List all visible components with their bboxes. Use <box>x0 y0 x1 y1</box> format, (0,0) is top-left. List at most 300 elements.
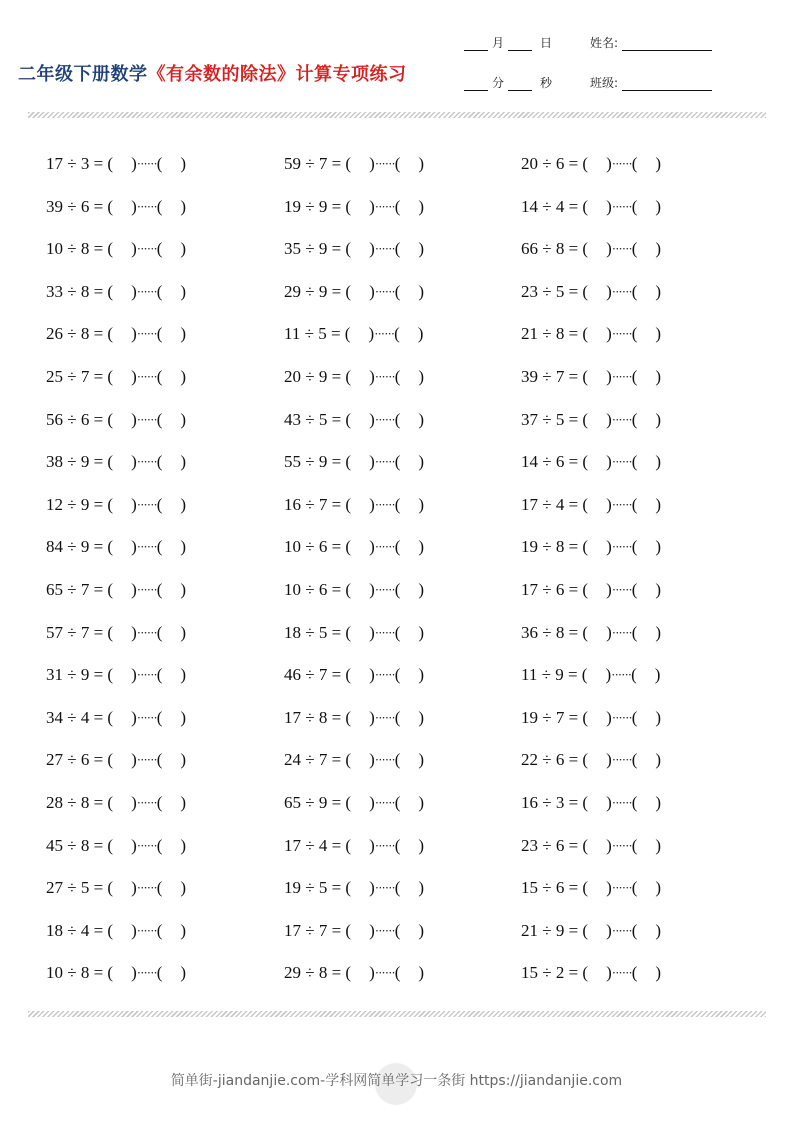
quotient-close-paren: ) <box>606 750 612 770</box>
division-problem <box>284 186 424 228</box>
remainder-open-paren: ( <box>631 324 638 344</box>
remainder-close-paren: ) <box>418 580 425 599</box>
remainder-close-paren: ) <box>418 665 425 685</box>
remainder-close-paren: ) <box>418 367 425 386</box>
division-problem <box>521 143 661 185</box>
remainder-close-paren: ) <box>418 920 425 940</box>
quotient-close-paren: ) <box>131 154 137 173</box>
problem-expression: 16 ÷ 7 = <box>284 494 342 514</box>
problem-expression: 10 ÷ 6 = <box>284 537 342 557</box>
remainder-open-paren: ( <box>156 494 163 514</box>
footer-text: 简单街-jiandanjie.com-学科网简单学习一条街 https://jiandanjie.com <box>170 1073 623 1089</box>
quotient-open-paren: ( <box>582 324 589 344</box>
division-problem <box>46 612 186 654</box>
remainder-open-paren: ( <box>156 452 163 472</box>
quotient-close-paren: ) <box>606 154 612 173</box>
remainder-dots: ······ <box>611 496 632 512</box>
quotient-close-paren: ) <box>131 452 137 472</box>
remainder-open-paren: ( <box>394 367 401 386</box>
minute-label: 分 <box>492 76 505 90</box>
top-divider <box>28 112 766 118</box>
division-problem <box>284 526 424 568</box>
remainder-close-paren: ) <box>180 239 187 259</box>
division-problem <box>46 228 186 270</box>
remainder-open-paren: ( <box>394 793 401 812</box>
problem-expression: 23 ÷ 6 = <box>521 835 579 855</box>
remainder-dots: ······ <box>611 241 632 257</box>
remainder-open-paren: ( <box>394 622 401 642</box>
quotient-open-paren: ( <box>107 281 114 301</box>
quotient-close-paren: ) <box>606 622 612 642</box>
division-problem <box>46 271 186 313</box>
second-blank[interactable] <box>508 78 532 91</box>
remainder-open-paren: ( <box>156 580 163 599</box>
remainder-dots: ······ <box>374 965 395 981</box>
quotient-open-paren: ( <box>582 281 589 301</box>
remainder-dots: ······ <box>136 922 157 938</box>
quotient-open-paren: ( <box>582 537 589 557</box>
problem-row <box>0 612 793 655</box>
remainder-open-paren: ( <box>156 963 163 983</box>
remainder-open-paren: ( <box>394 196 401 216</box>
remainder-close-paren: ) <box>180 367 187 386</box>
remainder-close-paren: ) <box>655 367 662 386</box>
remainder-close-paren: ) <box>418 963 425 983</box>
remainder-dots: ······ <box>611 752 632 768</box>
remainder-close-paren: ) <box>418 835 425 855</box>
division-problem <box>46 399 186 441</box>
division-problem <box>46 697 186 739</box>
remainder-open-paren: ( <box>394 707 401 727</box>
remainder-open-paren: ( <box>394 494 401 514</box>
quotient-open-paren: ( <box>345 750 352 770</box>
month-label: 月 <box>492 36 505 50</box>
problem-expression: 18 ÷ 4 = <box>46 920 104 940</box>
division-problem <box>46 143 186 185</box>
remainder-close-paren: ) <box>655 793 662 812</box>
quotient-close-paren: ) <box>369 963 375 983</box>
remainder-dots: ······ <box>611 667 632 683</box>
remainder-dots: ······ <box>136 283 157 299</box>
division-problem <box>46 441 186 483</box>
quotient-open-paren: ( <box>582 707 589 727</box>
remainder-open-paren: ( <box>394 324 400 344</box>
minute-blank[interactable] <box>464 78 488 91</box>
division-problem <box>521 484 661 526</box>
remainder-close-paren: ) <box>180 963 187 983</box>
division-problem <box>521 271 661 313</box>
quotient-close-paren: ) <box>606 835 612 855</box>
problem-expression: 11 ÷ 9 = <box>521 665 578 685</box>
division-problem <box>46 313 186 355</box>
remainder-close-paren: ) <box>418 494 425 514</box>
remainder-close-paren: ) <box>655 622 662 642</box>
problem-expression: 21 ÷ 8 = <box>521 324 579 344</box>
remainder-dots: ······ <box>136 624 157 640</box>
problem-expression: 29 ÷ 9 = <box>284 281 342 301</box>
remainder-close-paren: ) <box>655 707 662 727</box>
quotient-open-paren: ( <box>581 665 588 685</box>
division-problem <box>521 186 661 228</box>
remainder-open-paren: ( <box>156 920 163 940</box>
quotient-close-paren: ) <box>606 707 612 727</box>
remainder-close-paren: ) <box>180 324 187 344</box>
quotient-open-paren: ( <box>582 452 589 472</box>
division-problem <box>521 654 660 696</box>
quotient-open-paren: ( <box>582 793 589 812</box>
remainder-close-paren: ) <box>655 409 662 429</box>
quotient-close-paren: ) <box>369 154 375 173</box>
remainder-dots: ······ <box>374 582 395 597</box>
remainder-dots: ······ <box>374 156 395 171</box>
division-problem <box>46 484 186 526</box>
quotient-close-paren: ) <box>606 537 612 557</box>
quotient-close-paren: ) <box>606 196 612 216</box>
quotient-open-paren: ( <box>107 154 114 173</box>
remainder-open-paren: ( <box>631 793 638 812</box>
problem-row <box>0 271 793 314</box>
quotient-close-paren: ) <box>606 324 612 344</box>
problem-expression: 20 ÷ 6 = <box>521 154 579 173</box>
remainder-dots: ······ <box>136 795 157 810</box>
problem-expression: 31 ÷ 9 = <box>46 665 104 685</box>
problem-row <box>0 825 793 868</box>
quotient-close-paren: ) <box>131 409 137 429</box>
problem-expression: 22 ÷ 6 = <box>521 750 579 770</box>
quotient-open-paren: ( <box>345 622 352 642</box>
remainder-open-paren: ( <box>631 367 638 386</box>
quotient-open-paren: ( <box>107 239 114 259</box>
remainder-close-paren: ) <box>180 154 187 173</box>
quotient-open-paren: ( <box>107 537 114 557</box>
remainder-dots: ······ <box>136 411 157 427</box>
quotient-open-paren: ( <box>345 239 352 259</box>
remainder-dots: ······ <box>374 369 395 384</box>
problem-row <box>0 910 793 953</box>
remainder-close-paren: ) <box>655 537 662 557</box>
remainder-close-paren: ) <box>180 665 187 685</box>
remainder-close-paren: ) <box>655 281 662 301</box>
quotient-open-paren: ( <box>582 580 589 599</box>
quotient-close-paren: ) <box>606 367 612 386</box>
remainder-open-paren: ( <box>631 878 638 898</box>
division-problem <box>284 910 424 952</box>
remainder-close-paren: ) <box>180 494 187 514</box>
quotient-close-paren: ) <box>131 281 137 301</box>
division-problem <box>521 356 661 398</box>
quotient-close-paren: ) <box>131 239 137 259</box>
remainder-open-paren: ( <box>631 494 638 514</box>
class-label: 班级: <box>590 76 619 90</box>
remainder-open-paren: ( <box>631 963 638 983</box>
division-problem <box>284 228 424 270</box>
quotient-open-paren: ( <box>582 920 589 940</box>
remainder-open-paren: ( <box>156 324 163 344</box>
problem-expression: 34 ÷ 4 = <box>46 707 104 727</box>
remainder-close-paren: ) <box>418 196 425 216</box>
remainder-close-paren: ) <box>655 452 662 472</box>
remainder-close-paren: ) <box>655 494 662 514</box>
division-problem <box>46 867 186 909</box>
quotient-close-paren: ) <box>131 920 137 940</box>
quotient-open-paren: ( <box>345 409 352 429</box>
remainder-close-paren: ) <box>655 196 662 216</box>
problem-expression: 27 ÷ 6 = <box>46 750 104 770</box>
quotient-open-paren: ( <box>107 707 114 727</box>
problem-row <box>0 569 793 612</box>
remainder-open-paren: ( <box>156 665 163 685</box>
quotient-close-paren: ) <box>606 494 612 514</box>
problem-expression: 19 ÷ 8 = <box>521 537 579 557</box>
quotient-open-paren: ( <box>582 963 589 983</box>
remainder-close-paren: ) <box>654 665 661 685</box>
remainder-open-paren: ( <box>631 409 638 429</box>
quotient-close-paren: ) <box>606 878 612 898</box>
remainder-close-paren: ) <box>655 239 662 259</box>
quotient-close-paren: ) <box>606 580 612 599</box>
class-blank[interactable] <box>622 78 712 91</box>
class-line <box>590 74 712 91</box>
remainder-open-paren: ( <box>631 707 638 727</box>
remainder-dots: ······ <box>136 454 157 470</box>
problem-expression: 14 ÷ 4 = <box>521 196 579 216</box>
division-problem <box>521 526 661 568</box>
quotient-open-paren: ( <box>107 494 114 514</box>
problem-expression: 17 ÷ 4 = <box>284 835 342 855</box>
division-problem <box>284 356 424 398</box>
quotient-close-paren: ) <box>131 793 137 812</box>
problem-expression: 27 ÷ 5 = <box>46 878 104 898</box>
quotient-close-paren: ) <box>369 835 375 855</box>
remainder-dots: ······ <box>374 922 395 938</box>
problem-row <box>0 441 793 484</box>
quotient-open-paren: ( <box>582 878 589 898</box>
division-problem <box>284 399 424 441</box>
quotient-open-paren: ( <box>345 154 352 173</box>
quotient-open-paren: ( <box>345 494 352 514</box>
problem-expression: 17 ÷ 3 = <box>46 154 104 173</box>
remainder-open-paren: ( <box>631 452 638 472</box>
remainder-open-paren: ( <box>394 835 401 855</box>
remainder-open-paren: ( <box>631 750 638 770</box>
remainder-open-paren: ( <box>156 622 163 642</box>
remainder-close-paren: ) <box>180 409 187 429</box>
quotient-open-paren: ( <box>107 878 114 898</box>
bottom-divider <box>28 1011 766 1017</box>
quotient-close-paren: ) <box>131 494 137 514</box>
division-problem <box>46 186 186 228</box>
remainder-dots: ······ <box>611 624 632 640</box>
division-problem <box>284 612 424 654</box>
problem-expression: 66 ÷ 8 = <box>521 239 579 259</box>
division-problem <box>284 143 424 185</box>
quotient-close-paren: ) <box>131 835 137 855</box>
quotient-open-paren: ( <box>345 793 352 812</box>
remainder-close-paren: ) <box>180 452 187 472</box>
problem-expression: 17 ÷ 6 = <box>521 580 579 599</box>
division-problem <box>521 739 661 781</box>
division-problem <box>284 271 424 313</box>
remainder-open-paren: ( <box>394 537 401 557</box>
title-grade: 二年级下册数学 <box>18 64 148 85</box>
remainder-dots: ······ <box>611 198 632 214</box>
remainder-dots: ······ <box>374 752 395 768</box>
division-problem <box>284 825 424 867</box>
division-problem <box>284 697 424 739</box>
remainder-open-paren: ( <box>394 878 401 898</box>
remainder-dots: ······ <box>136 837 157 853</box>
division-problem <box>284 484 424 526</box>
problem-expression: 46 ÷ 7 = <box>284 665 342 685</box>
remainder-open-paren: ( <box>394 665 401 685</box>
quotient-open-paren: ( <box>345 367 352 386</box>
quotient-close-paren: ) <box>131 750 137 770</box>
quotient-open-paren: ( <box>582 494 589 514</box>
remainder-open-paren: ( <box>394 920 401 940</box>
division-problem <box>46 782 186 824</box>
quotient-close-paren: ) <box>369 537 375 557</box>
problem-expression: 55 ÷ 9 = <box>284 452 342 472</box>
remainder-open-paren: ( <box>394 452 401 472</box>
remainder-open-paren: ( <box>631 154 638 173</box>
problem-expression: 35 ÷ 9 = <box>284 239 342 259</box>
remainder-open-paren: ( <box>631 281 638 301</box>
division-problem <box>521 952 661 994</box>
quotient-open-paren: ( <box>107 793 114 812</box>
remainder-dots: ······ <box>374 496 395 512</box>
problem-expression: 36 ÷ 8 = <box>521 622 579 642</box>
quotient-open-paren: ( <box>345 537 352 557</box>
remainder-dots: ······ <box>611 454 632 470</box>
quotient-close-paren: ) <box>369 665 375 685</box>
month-blank[interactable] <box>464 38 488 51</box>
problem-expression: 19 ÷ 7 = <box>521 707 579 727</box>
remainder-close-paren: ) <box>418 793 425 812</box>
quotient-close-paren: ) <box>131 963 137 983</box>
quotient-close-paren: ) <box>369 281 375 301</box>
quotient-open-paren: ( <box>582 835 589 855</box>
quotient-open-paren: ( <box>107 920 114 940</box>
remainder-close-paren: ) <box>418 622 425 642</box>
division-problem <box>521 697 661 739</box>
division-problem <box>521 228 661 270</box>
division-problem <box>521 313 661 355</box>
remainder-dots: ······ <box>136 880 157 896</box>
problem-row <box>0 782 793 825</box>
remainder-dots: ······ <box>611 283 632 299</box>
division-problem <box>284 782 424 824</box>
quotient-close-paren: ) <box>369 707 375 727</box>
remainder-close-paren: ) <box>418 239 425 259</box>
problem-row <box>0 313 793 356</box>
remainder-dots: ······ <box>611 880 632 896</box>
quotient-open-paren: ( <box>107 750 114 770</box>
remainder-dots: ······ <box>611 411 632 427</box>
problem-expression: 28 ÷ 8 = <box>46 793 104 812</box>
problem-expression: 20 ÷ 9 = <box>284 367 342 386</box>
problem-expression: 17 ÷ 4 = <box>521 494 579 514</box>
time-line <box>464 74 556 91</box>
remainder-dots: ······ <box>136 156 157 171</box>
date-line <box>464 34 556 51</box>
remainder-close-paren: ) <box>180 537 187 557</box>
problem-expression: 17 ÷ 8 = <box>284 707 342 727</box>
remainder-open-paren: ( <box>156 281 163 301</box>
remainder-dots: ······ <box>374 454 395 470</box>
remainder-dots: ······ <box>136 582 157 597</box>
problem-expression: 33 ÷ 8 = <box>46 281 104 301</box>
quotient-open-paren: ( <box>107 580 114 599</box>
remainder-dots: ······ <box>136 326 157 342</box>
remainder-close-paren: ) <box>655 878 662 898</box>
division-problem <box>521 867 661 909</box>
remainder-dots: ······ <box>611 539 632 555</box>
remainder-open-paren: ( <box>631 196 638 216</box>
problem-expression: 45 ÷ 8 = <box>46 835 104 855</box>
remainder-dots: ······ <box>374 837 395 853</box>
quotient-open-paren: ( <box>107 963 114 983</box>
remainder-close-paren: ) <box>418 878 425 898</box>
quotient-close-paren: ) <box>369 239 375 259</box>
division-problem <box>521 612 661 654</box>
remainder-dots: ······ <box>136 667 157 683</box>
remainder-close-paren: ) <box>655 835 662 855</box>
remainder-dots: ······ <box>374 326 395 342</box>
remainder-dots: ······ <box>611 369 632 384</box>
quotient-open-paren: ( <box>582 622 589 642</box>
remainder-dots: ······ <box>136 496 157 512</box>
remainder-open-paren: ( <box>394 750 401 770</box>
quotient-open-paren: ( <box>582 750 589 770</box>
problem-expression: 19 ÷ 5 = <box>284 878 342 898</box>
problem-expression: 10 ÷ 6 = <box>284 580 342 599</box>
quotient-open-paren: ( <box>107 665 114 685</box>
problem-row <box>0 484 793 527</box>
remainder-open-paren: ( <box>156 409 163 429</box>
quotient-close-paren: ) <box>131 878 137 898</box>
division-problem <box>284 654 424 696</box>
remainder-open-paren: ( <box>156 750 163 770</box>
problem-row <box>0 952 793 995</box>
quotient-open-paren: ( <box>345 878 352 898</box>
quotient-close-paren: ) <box>606 452 612 472</box>
name-line <box>590 34 712 51</box>
remainder-open-paren: ( <box>631 665 637 685</box>
division-problem <box>46 356 186 398</box>
remainder-close-paren: ) <box>180 196 187 216</box>
remainder-open-paren: ( <box>631 622 638 642</box>
name-blank[interactable] <box>622 38 712 51</box>
problem-expression: 59 ÷ 7 = <box>284 154 342 173</box>
quotient-open-paren: ( <box>345 196 352 216</box>
remainder-close-paren: ) <box>418 750 425 770</box>
remainder-close-paren: ) <box>180 707 187 727</box>
remainder-close-paren: ) <box>418 154 425 173</box>
problem-expression: 65 ÷ 9 = <box>284 793 342 812</box>
quotient-close-paren: ) <box>606 239 612 259</box>
problem-row <box>0 526 793 569</box>
division-problem <box>521 782 661 824</box>
problem-expression: 39 ÷ 6 = <box>46 196 104 216</box>
division-problem <box>284 739 424 781</box>
remainder-dots: ······ <box>374 795 395 810</box>
day-blank[interactable] <box>508 38 532 51</box>
remainder-open-paren: ( <box>394 409 401 429</box>
remainder-dots: ······ <box>611 326 632 342</box>
problem-row <box>0 399 793 442</box>
quotient-open-paren: ( <box>582 196 589 216</box>
remainder-close-paren: ) <box>655 580 662 599</box>
